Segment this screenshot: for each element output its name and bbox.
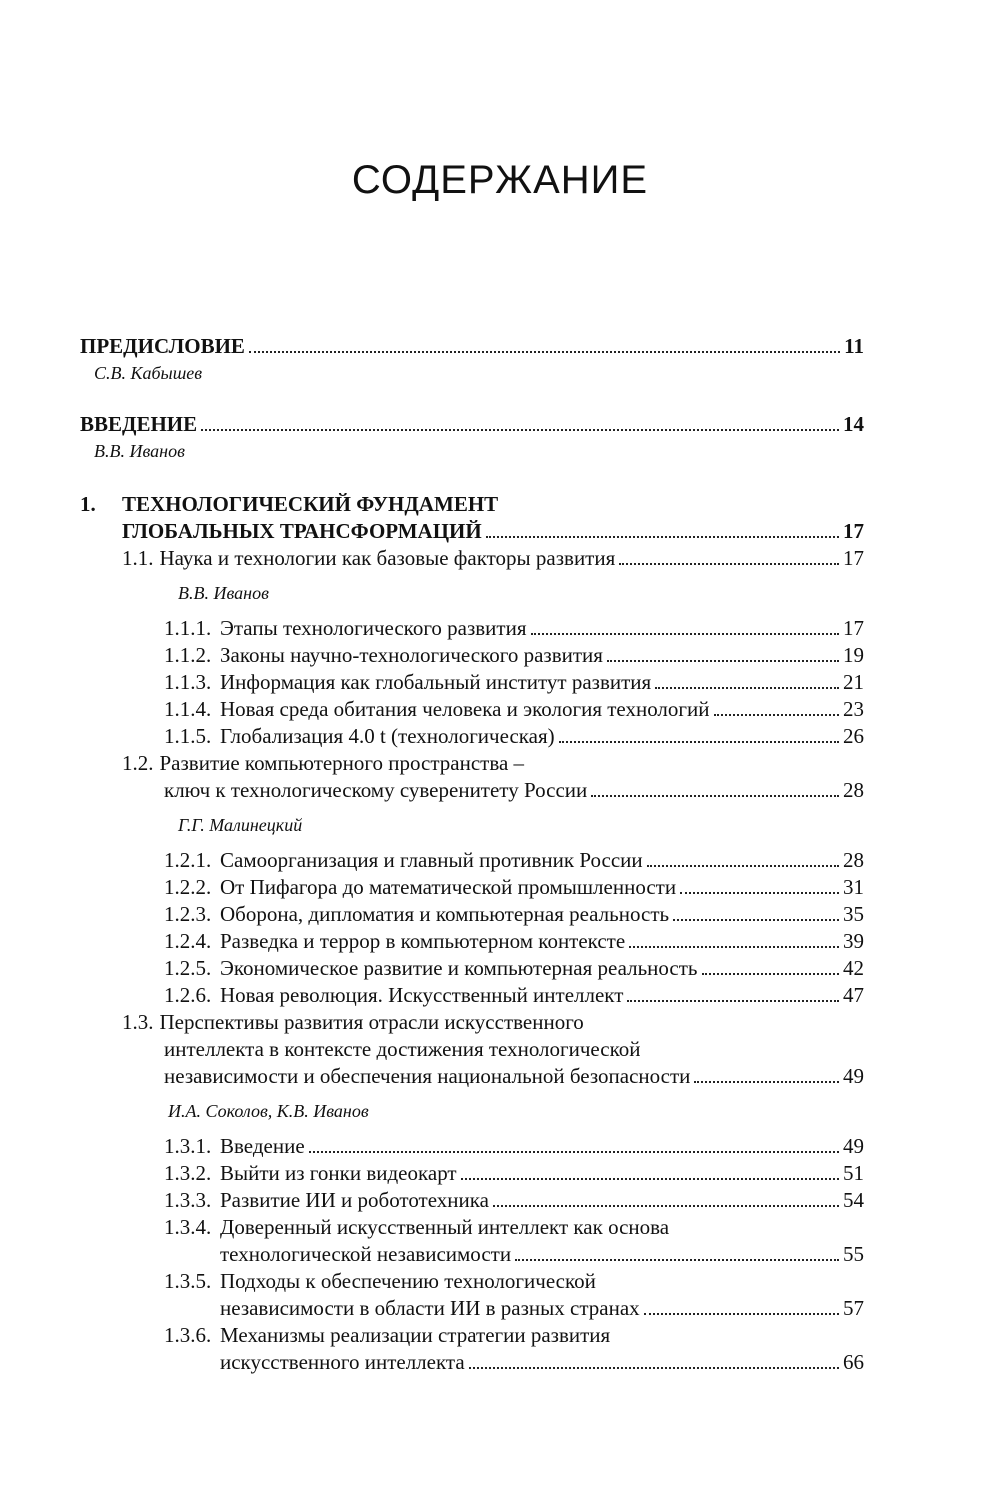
toc-page-number: 39 [843, 929, 864, 953]
toc-subsection-label: Этапы технологического развития [220, 616, 527, 640]
toc-author: В.В. Иванов [94, 441, 185, 461]
toc-subsection-label: Выйти из гонки видеокарт [220, 1161, 457, 1185]
toc-subsection[interactable] [164, 1160, 864, 1187]
toc-page-number: 11 [844, 334, 864, 358]
toc-chapter-number: 1. [80, 492, 96, 516]
toc-page-number: 49 [843, 1134, 864, 1158]
toc-section-label-line2: интеллекта в контексте достижения технологической [164, 1037, 641, 1061]
toc-subsection-number: 1.3.6. [164, 1323, 212, 1347]
toc-subsection-label-line2: независимости в области ИИ в разных странах [220, 1296, 640, 1320]
toc-subsection[interactable] [164, 1133, 864, 1160]
toc-entry-label: ВВЕДЕНИЕ [80, 412, 198, 436]
toc-author: В.В. Иванов [178, 583, 269, 603]
toc-subsection[interactable] [164, 847, 864, 874]
toc-page-number: 47 [843, 983, 864, 1007]
dot-leader [201, 429, 839, 431]
toc-subsection-label-line2: технологической независимости [220, 1242, 512, 1266]
toc-author: И.А. Соколов, К.В. Иванов [168, 1101, 369, 1121]
toc-subsection-number: 1.1.1. [164, 616, 212, 640]
toc-subsection-label-line2: искусственного интеллекта [220, 1350, 465, 1374]
toc-section-label-line1: Развитие компьютерного пространства – [159, 751, 525, 775]
toc-subsection-cont[interactable] [220, 1349, 864, 1376]
dot-leader [644, 1313, 839, 1315]
toc-page-number: 28 [843, 848, 864, 872]
toc-section-label-line2: ключ к технологическому суверенитету России [164, 778, 588, 802]
toc-chapter-title-line2: ГЛОБАЛЬНЫХ ТРАНСФОРМАЦИЙ [122, 519, 482, 543]
dot-leader [673, 919, 839, 921]
toc-page-number: 19 [843, 643, 864, 667]
toc-subsection[interactable] [164, 615, 864, 642]
dot-leader [629, 946, 839, 948]
toc-subsection[interactable] [164, 1322, 864, 1349]
toc-subsection[interactable] [164, 982, 864, 1009]
toc-subsection-number: 1.3.2. [164, 1161, 212, 1185]
toc-subsection[interactable] [164, 1268, 864, 1295]
toc-section-1-3-cont[interactable] [164, 1036, 864, 1063]
toc-entry-label: ПРЕДИСЛОВИЕ [80, 334, 245, 358]
dot-leader [680, 892, 839, 894]
toc-subsection-number: 1.2.4. [164, 929, 212, 953]
toc-page-number: 51 [843, 1161, 864, 1185]
toc-subsection-number: 1.3.1. [164, 1134, 212, 1158]
dot-leader [619, 563, 839, 565]
dot-leader [531, 633, 840, 635]
page-title: СОДЕРЖАНИЕ [351, 158, 649, 202]
toc-subsection-label: Информация как глобальный институт развития [220, 670, 652, 694]
toc-subsection-number: 1.2.6. [164, 983, 212, 1007]
dot-leader [607, 660, 839, 662]
toc-page-number: 42 [843, 956, 864, 980]
toc-subsection-cont[interactable] [220, 1295, 864, 1322]
toc-page-number: 17 [843, 519, 864, 543]
toc-subsection-number: 1.3.3. [164, 1188, 212, 1212]
toc-subsection-label-line1: Механизмы реализации стратегии развития [220, 1323, 611, 1347]
toc-page-number: 49 [843, 1064, 864, 1088]
toc-entry-preface[interactable] [80, 333, 864, 360]
toc-section-label-line3: независимости и обеспечения национальной безопасности [164, 1064, 691, 1088]
toc-subsection-label: Введение [220, 1134, 305, 1158]
toc-author: Г.Г. Малинецкий [178, 815, 303, 835]
toc-page-number: 26 [843, 724, 864, 748]
toc-page-number: 35 [843, 902, 864, 926]
toc-subsection-label-line1: Подходы к обеспечению технологической [220, 1269, 596, 1293]
dot-leader [309, 1151, 839, 1153]
toc-subsection-number: 1.3.5. [164, 1269, 212, 1293]
toc-subsection-cont[interactable] [220, 1241, 864, 1268]
toc-subsection-label: От Пифагора до математической промышленности [220, 875, 677, 899]
toc-subsection-label: Законы научно-технологического развития [220, 643, 603, 667]
toc-subsection-label: Новая революция. Искусственный интеллект [220, 983, 624, 1007]
dot-leader [461, 1178, 839, 1180]
toc-page-number: 28 [843, 778, 864, 802]
toc-subsection-number: 1.2.2. [164, 875, 212, 899]
table-of-contents [0, 333, 1000, 1376]
toc-page-number: 21 [843, 670, 864, 694]
toc-chapter-1-cont[interactable] [122, 518, 864, 545]
toc-section-1-2[interactable] [122, 750, 864, 777]
toc-subsection[interactable] [164, 874, 864, 901]
toc-chapter-title-line1: ТЕХНОЛОГИЧЕСКИЙ ФУНДАМЕНТ [122, 492, 499, 516]
toc-section-1-3[interactable] [122, 1009, 864, 1036]
toc-subsection-label: Новая среда обитания человека и экология технологий [220, 697, 710, 721]
toc-subsection-number: 1.2.3. [164, 902, 212, 926]
toc-subsection[interactable] [164, 901, 864, 928]
dot-leader [515, 1259, 839, 1261]
dot-leader [469, 1367, 839, 1369]
toc-page-number: 54 [843, 1188, 864, 1212]
toc-subsection-number: 1.3.4. [164, 1215, 212, 1239]
toc-section-1-1[interactable] [122, 545, 864, 572]
toc-subsection-label: Оборона, дипломатия и компьютерная реальность [220, 902, 670, 926]
dot-leader [647, 865, 839, 867]
toc-page-number: 66 [843, 1350, 864, 1374]
toc-subsection[interactable] [164, 1187, 864, 1214]
toc-subsection-label-line1: Доверенный искусственный интеллект как основа [220, 1215, 670, 1239]
dot-leader [493, 1205, 839, 1207]
toc-subsection-label: Экономическое развитие и компьютерная реальность [220, 956, 698, 980]
toc-subsection[interactable] [164, 1214, 864, 1241]
toc-subsection[interactable] [164, 669, 864, 696]
toc-section-label-line1: Перспективы развития отрасли искусственного [159, 1010, 584, 1034]
toc-subsection[interactable] [164, 955, 864, 982]
toc-subsection[interactable] [164, 928, 864, 955]
toc-subsection-number: 1.1.3. [164, 670, 212, 694]
toc-subsection[interactable] [164, 642, 864, 669]
toc-subsection-number: 1.1.5. [164, 724, 212, 748]
toc-section-1-2-cont[interactable] [164, 777, 864, 804]
toc-subsection[interactable] [164, 723, 864, 750]
toc-subsection-label: Глобализация 4.0 t (технологическая) [220, 724, 555, 748]
dot-leader [591, 795, 839, 797]
toc-section-1-3-cont2[interactable] [164, 1063, 864, 1090]
dot-leader [486, 536, 839, 538]
toc-entry-intro[interactable] [80, 411, 864, 438]
toc-subsection-label: Развитие ИИ и робототехника [220, 1188, 489, 1212]
dot-leader [694, 1081, 839, 1083]
toc-section-number: 1.1. [122, 546, 154, 570]
toc-subsection-number: 1.1.4. [164, 697, 212, 721]
toc-section-label: Наука и технологии как базовые факторы развития [159, 546, 616, 570]
toc-page-number: 23 [843, 697, 864, 721]
toc-subsection[interactable] [164, 696, 864, 723]
toc-page-number: 31 [843, 875, 864, 899]
dot-leader [559, 741, 839, 743]
toc-page-number: 17 [843, 616, 864, 640]
toc-subsection-label: Самоорганизация и главный противник России [220, 848, 643, 872]
toc-subsection-number: 1.2.5. [164, 956, 212, 980]
toc-page-number: 17 [843, 546, 864, 570]
dot-leader [249, 351, 840, 353]
dot-leader [702, 973, 840, 975]
toc-chapter-1[interactable] [80, 491, 864, 518]
toc-subsection-number: 1.2.1. [164, 848, 212, 872]
toc-page-number: 14 [843, 412, 864, 436]
dot-leader [627, 1000, 839, 1002]
toc-page-number: 57 [843, 1296, 864, 1320]
toc-subsection-number: 1.1.2. [164, 643, 212, 667]
dot-leader [714, 714, 839, 716]
toc-page-number: 55 [843, 1242, 864, 1266]
dot-leader [655, 687, 839, 689]
toc-section-number: 1.3. [122, 1010, 154, 1034]
toc-section-number: 1.2. [122, 751, 154, 775]
toc-author: С.В. Кабышев [94, 363, 203, 383]
toc-subsection-label: Разведка и террор в компьютерном контексте [220, 929, 626, 953]
